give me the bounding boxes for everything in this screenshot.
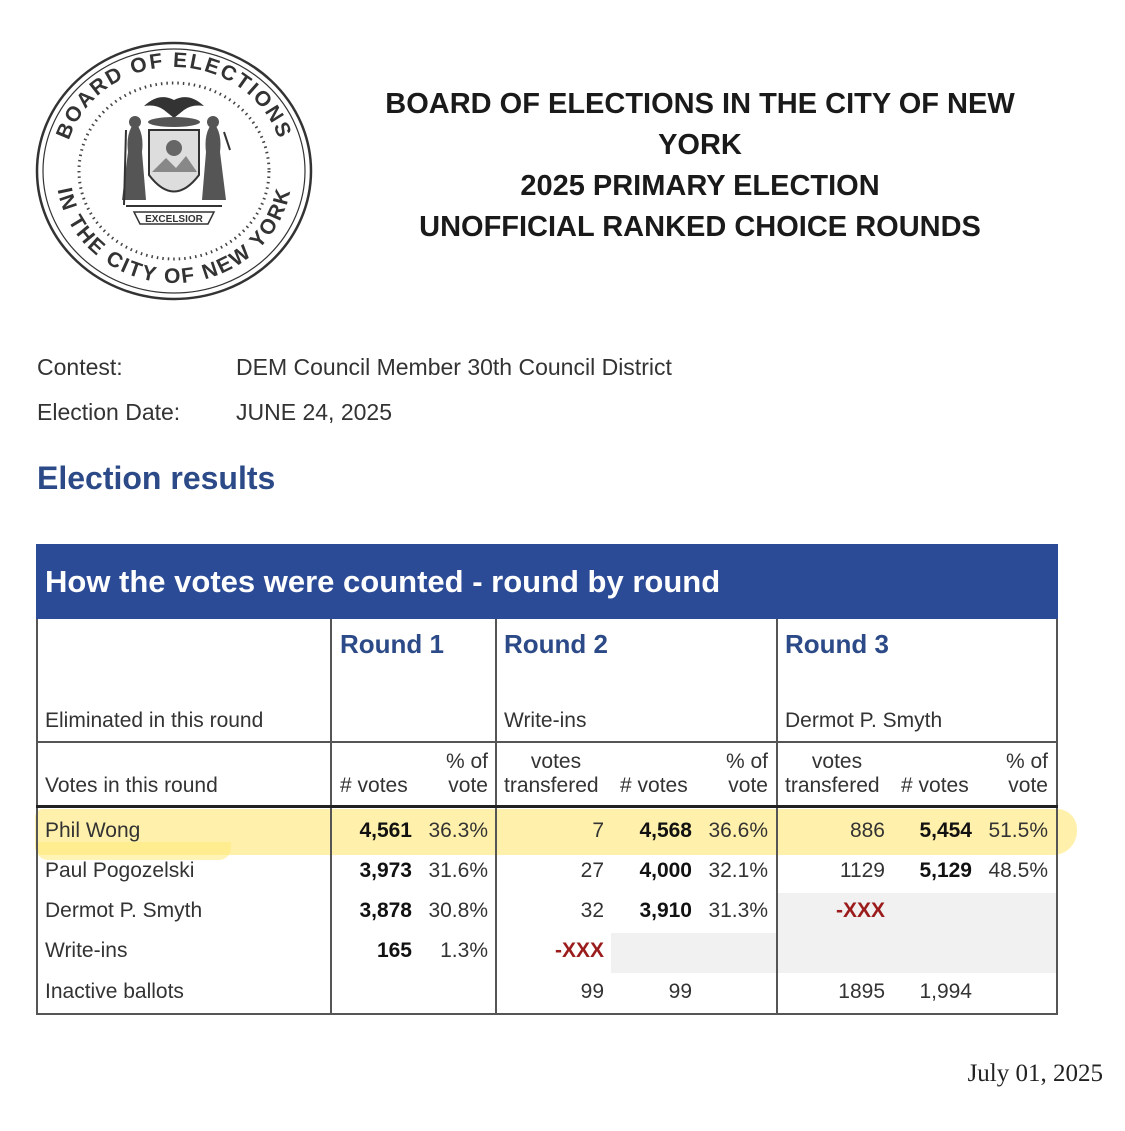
blank-cell [611,933,777,973]
r2-votes-cell: 4,568 [639,819,692,842]
r3-votes-cell: 5,454 [919,819,972,842]
r2-pct-cell: 36.6% [708,819,768,842]
results-table [36,619,1058,1015]
seal-ring-top-text: BOARD OF ELECTIONS [51,48,297,143]
r3-pct-cell: 48.5% [988,859,1048,882]
table-row-candidate-name: Inactive ballots [45,980,184,1003]
r2-votes-cell: 4,000 [639,859,692,882]
table-row-candidate-name: Phil Wong [45,819,141,842]
r3-transfer-cell: 886 [849,819,885,842]
votes-in-round-label: Votes in this round [45,774,218,797]
r2-transfer-cell: 27 [580,859,604,882]
r3-pct-header-1: % of [1005,750,1048,773]
r2-votes-header: # votes [620,774,688,797]
r1-votes-cell: 3,973 [359,859,412,882]
r2-transfer-header-2: transfered [504,774,599,797]
header-line-3: 2025 PRIMARY ELECTION [520,170,880,202]
r2-transfer-cell: 32 [580,899,604,922]
r2-transfer-cell: 99 [580,980,604,1003]
r2-transfer-header-1: votes [530,750,582,773]
header-line-4: UNOFFICIAL RANKED CHOICE ROUNDS [419,211,981,243]
r1-pct-cell: 1.3% [440,939,488,962]
r2-pct-header-1: % of [725,750,768,773]
r3-pct-cell: 51.5% [988,819,1048,842]
r3-votes-header: # votes [901,774,969,797]
r2-eliminated-marker: -XXX [554,939,604,962]
eliminated-label: Eliminated in this round [45,709,264,732]
r2-pct-cell: 32.1% [708,859,768,882]
contest-value: DEM Council Member 30th Council District [236,354,672,380]
r2-transfer-cell: 7 [592,819,604,842]
r2-votes-cell: 99 [668,980,692,1003]
seal-motto: EXCELSIOR [145,214,203,225]
r3-transfer-header-1: votes [811,750,863,773]
seal-ring-bottom-text: IN THE CITY OF NEW YORK [52,184,296,289]
header-line-1: BOARD OF ELECTIONS IN THE CITY OF NEW [385,88,1015,120]
r3-transfer-cell: 1129 [839,859,885,882]
r1-pct-cell: 30.8% [428,899,488,922]
r3-votes-cell: 5,129 [919,859,972,882]
r1-pct-cell: 31.6% [428,859,488,882]
r2-pct-cell: 31.3% [708,899,768,922]
r3-transfer-cell: 1895 [838,980,885,1003]
r1-votes-header: # votes [340,774,408,797]
election-date-label: Election Date: [37,399,181,425]
r3-votes-cell: 1,994 [919,980,972,1003]
r1-votes-cell: 4,561 [359,819,412,842]
round-2-header: Round 2 [504,629,608,659]
r3-transfer-header-2: transfered [785,774,880,797]
table-row-candidate-name: Dermot P. Smyth [45,899,203,922]
round-3-eliminated: Dermot P. Smyth [785,709,943,732]
r1-votes-cell: 165 [376,939,412,962]
election-date-value: JUNE 24, 2025 [236,399,392,425]
contest-label: Contest: [37,354,123,380]
table-row-candidate-name: Paul Pogozelski [45,859,195,882]
header-line-2: YORK [658,129,742,161]
table-row-candidate-name: Write-ins [45,939,128,962]
r1-votes-cell: 3,878 [359,899,412,922]
r1-pct-cell: 36.3% [428,819,488,842]
svg-text:BOARD OF ELECTIONS [52,49,296,143]
footer-date: July 01, 2025 [967,1060,1103,1087]
round-3-header: Round 3 [785,629,889,659]
round-2-eliminated: Write-ins [504,709,587,732]
election-results-heading: Election results [37,460,276,496]
r2-votes-cell: 3,910 [639,899,692,922]
r1-pct-header-1: % of [445,750,488,773]
r2-pct-header-2: vote [728,774,768,797]
table-title-bar: How the votes were counted - round by round [36,544,1058,619]
round-1-header: Round 1 [340,629,444,659]
r3-pct-header-2: vote [1008,774,1048,797]
document-header [350,84,1050,248]
r3-eliminated-marker: -XXX [835,899,885,922]
r1-pct-header-2: vote [448,774,488,797]
nyc-board-of-elections-seal [34,40,314,302]
